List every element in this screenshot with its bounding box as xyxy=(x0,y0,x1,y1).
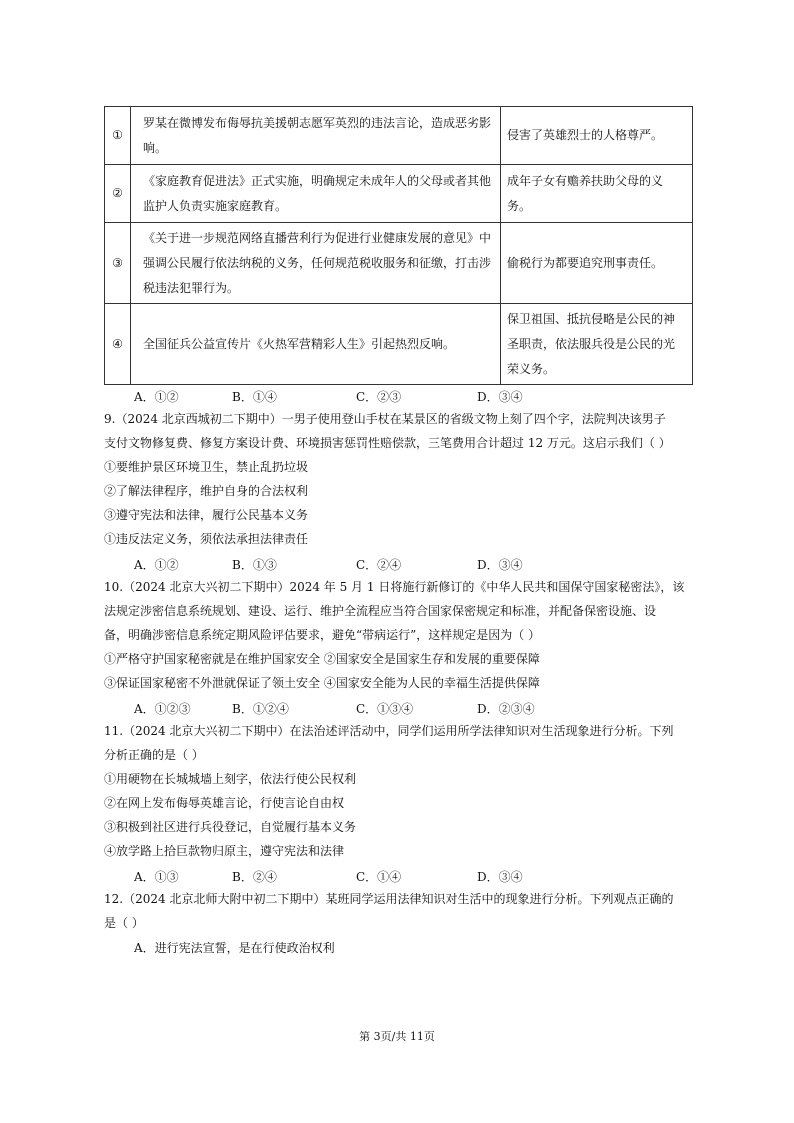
option-d[interactable]: D．③④ xyxy=(477,870,523,884)
q11-options xyxy=(134,868,694,884)
q9-item: ②了解法律程序，维护自身的合法权利 xyxy=(104,484,309,498)
row-number: ④ xyxy=(105,304,131,385)
q12-option-a[interactable]: A．进行宪法宣誓，是在行使政治权利 xyxy=(134,941,335,955)
q11-stem-line: 分析正确的是（ ） xyxy=(104,748,204,762)
analysis-cell: 保卫祖国、抵抗侵略是公民的神圣职责，依法服兵役是公民的光荣义务。 xyxy=(501,304,693,385)
table-row xyxy=(105,304,693,385)
analysis-cell: 偷税行为都要追究刑事责任。 xyxy=(501,223,693,304)
page-footer: 第 3页/共 11页 xyxy=(359,1030,435,1043)
q10-item: ①严格守护国家秘密就是在维护国家安全 ②国家安全是国家生存和发展的重要保障 xyxy=(104,652,540,666)
option-b[interactable]: B．②④ xyxy=(232,870,277,884)
q9-item: ①要维护景区环境卫生，禁止乱扔垃圾 xyxy=(104,460,309,474)
event-cell: 罗某在微博发布侮辱抗美援朝志愿军英烈的违法言论，造成恶劣影响。 xyxy=(131,107,501,165)
option-d[interactable]: D．③④ xyxy=(477,390,523,404)
option-c[interactable]: C．①③④ xyxy=(356,702,414,716)
option-a[interactable]: A．①② xyxy=(134,558,179,572)
option-c[interactable]: C．②④ xyxy=(356,558,402,572)
q10-stem-line: 10.（2024 北京大兴初二下期中）2024 年 5 月 1 日将施行新修订的《中华人民共和国保守国家秘密法》，该 xyxy=(104,580,685,594)
analysis-cell: 侵害了英雄烈士的人格尊严。 xyxy=(501,107,693,165)
option-a[interactable]: A．①③ xyxy=(134,870,179,884)
option-a[interactable]: A．①② xyxy=(134,390,179,404)
q12-stem-line: 12.（2024 北京北师大附中初二下期中）某班同学运用法律知识对生活中的现象进行分析。下列观点正确的 xyxy=(104,892,674,906)
event-cell: 全国征兵公益宣传片《火热军营精彩人生》引起热烈反响。 xyxy=(131,304,501,385)
q9-item: ①违反法定义务，须依法承担法律责任 xyxy=(104,532,309,546)
q9-stem-line: 9.（2024 北京西城初二下期中）一男子使用登山手杖在某景区的省级文物上刻了四个字，法院判决该男子 xyxy=(104,412,666,426)
q10-options xyxy=(134,700,694,716)
row-number: ② xyxy=(105,165,131,223)
event-cell: 《家庭教育促进法》正式实施，明确规定未成年人的父母或者其他监护人负责实施家庭教育。 xyxy=(131,165,501,223)
q11-item: ①用硬物在长城城墙上刻字，依法行使公民权利 xyxy=(104,772,357,786)
q8-table xyxy=(104,106,693,385)
q11-item: ③积极到社区进行兵役登记，自觉履行基本义务 xyxy=(104,820,357,834)
event-cell: 《关于进一步规范网络直播营利行为促进行业健康发展的意见》中强调公民履行依法纳税的义务，任何规范税收服务和征缴，打击涉税违法犯罪行为。 xyxy=(131,223,501,304)
option-b[interactable]: B．①②④ xyxy=(232,702,289,716)
q10-stem-line: 法规定涉密信息系统规划、建设、运行、维护全流程应当符合国家保密规定和标准，并配备保密设施、设 xyxy=(104,604,657,618)
row-number: ③ xyxy=(105,223,131,304)
q11-item: ④放学路上拾巨款物归原主，遵守宪法和法律 xyxy=(104,844,345,858)
option-c[interactable]: C．①④ xyxy=(356,870,402,884)
table-row xyxy=(105,223,693,304)
q10-item: ③保证国家秘密不外泄就保证了领土安全 ④国家安全能为人民的幸福生活提供保障 xyxy=(104,676,540,690)
q10-stem-line: 备，明确涉密信息系统定期风险评估要求，避免“带病运行”，这样规定是因为（ ） xyxy=(104,628,541,642)
option-b[interactable]: B．①④ xyxy=(232,390,277,404)
q8-options xyxy=(134,388,694,404)
table-row xyxy=(105,107,693,165)
row-number: ① xyxy=(105,107,131,165)
q9-item: ③遵守宪法和法律，履行公民基本义务 xyxy=(104,508,309,522)
q9-stem-line: 支付文物修复费、修复方案设计费、环境损害惩罚性赔偿款，三笔费用合计超过 12 万元。这启示我们（ ） xyxy=(104,436,671,450)
q9-options xyxy=(134,556,694,572)
option-d[interactable]: D．③④ xyxy=(477,558,523,572)
option-c[interactable]: C．②③ xyxy=(356,390,402,404)
q11-item: ②在网上发布侮辱英雄言论，行使言论自由权 xyxy=(104,796,345,810)
q11-stem-line: 11.（2024 北京大兴初二下期中）在法治述评活动中，同学们运用所学法律知识对生活现象进行分析。下列 xyxy=(104,724,674,738)
option-b[interactable]: B．①③ xyxy=(232,558,277,572)
option-d[interactable]: D．②③④ xyxy=(477,702,535,716)
q12-stem-line: 是（ ） xyxy=(104,916,144,930)
analysis-cell: 成年子女有赡养扶助父母的义务。 xyxy=(501,165,693,223)
table-row xyxy=(105,165,693,223)
option-a[interactable]: A．①②③ xyxy=(134,702,191,716)
